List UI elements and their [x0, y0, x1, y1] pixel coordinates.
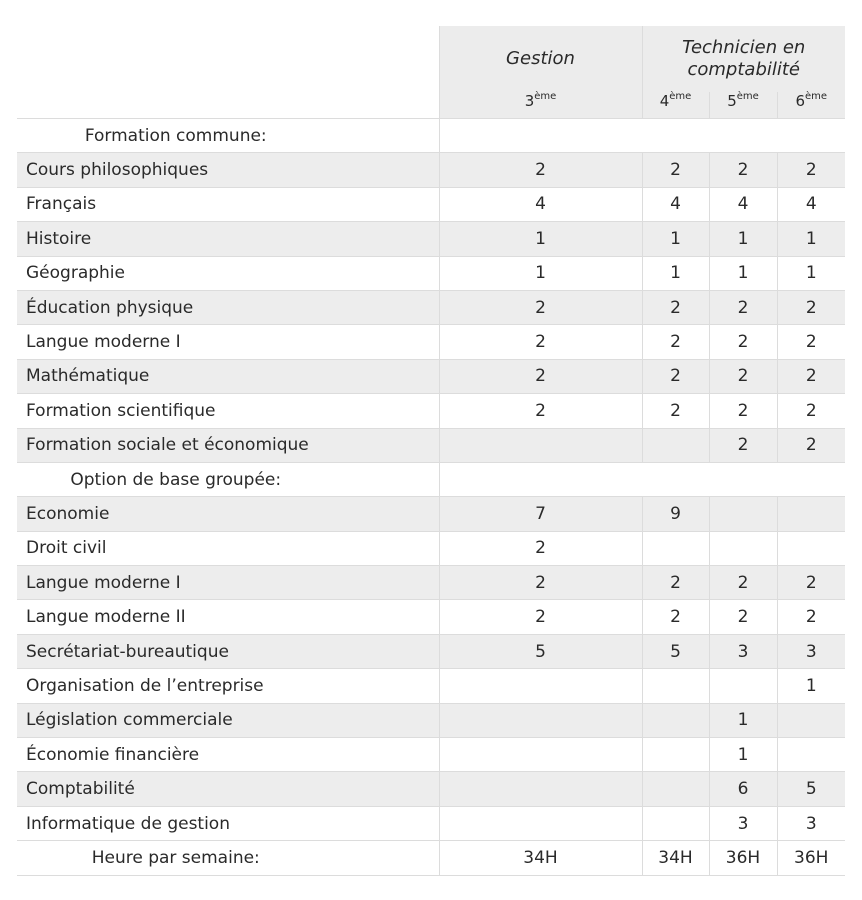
table-row [17, 566, 845, 600]
hours-cell: 2 [709, 600, 777, 634]
table-row [17, 428, 845, 462]
table-row [17, 669, 845, 703]
hours-cell: 2 [709, 290, 777, 324]
table-row [17, 325, 845, 359]
section-spacer [439, 119, 845, 153]
subject-label: Formation sociale et économique [17, 428, 439, 462]
subject-label: Economie [17, 497, 439, 531]
hours-cell: 2 [777, 600, 845, 634]
hours-cell [439, 772, 642, 806]
table-row [17, 600, 845, 634]
hours-cell: 2 [439, 359, 642, 393]
table-row [17, 738, 845, 772]
hours-cell: 2 [709, 359, 777, 393]
hours-cell [777, 497, 845, 531]
hours-cell: 1 [709, 256, 777, 290]
hours-cell: 3 [777, 634, 845, 668]
hours-cell: 2 [439, 325, 642, 359]
hours-cell: 2 [709, 566, 777, 600]
hours-cell: 4 [642, 187, 709, 221]
table-row [17, 222, 845, 256]
table-row [17, 772, 845, 806]
table-row [17, 187, 845, 221]
subject-label: Cours philosophiques [17, 153, 439, 187]
hours-cell: 5 [642, 634, 709, 668]
year-header-5: 5ème [709, 92, 777, 119]
hours-cell: 1 [709, 703, 777, 737]
hours-cell: 2 [777, 428, 845, 462]
table-row [17, 359, 845, 393]
total-row [17, 841, 845, 875]
total-value: 36H [777, 841, 845, 875]
hours-cell [439, 428, 642, 462]
hours-cell: 2 [777, 566, 845, 600]
hours-cell: 2 [777, 153, 845, 187]
subject-label: Droit civil [17, 531, 439, 565]
hours-cell: 2 [777, 290, 845, 324]
subject-label: Langue moderne I [17, 566, 439, 600]
hours-cell [642, 428, 709, 462]
hours-cell: 1 [439, 222, 642, 256]
year-header-4: 4ème [642, 92, 709, 119]
subject-label: Langue moderne II [17, 600, 439, 634]
hours-cell: 2 [709, 325, 777, 359]
table-row [17, 634, 845, 668]
hours-cell: 2 [642, 153, 709, 187]
subject-label: Éducation physique [17, 290, 439, 324]
hours-cell: 5 [439, 634, 642, 668]
subject-label: Secrétariat-bureautique [17, 634, 439, 668]
subject-label: Comptabilité [17, 772, 439, 806]
year-header-6: 6ème [777, 92, 845, 119]
hours-cell [709, 497, 777, 531]
hours-cell: 2 [439, 600, 642, 634]
subject-label: Langue moderne I [17, 325, 439, 359]
hours-cell [642, 531, 709, 565]
hours-cell: 1 [709, 738, 777, 772]
group-header-technicien: Technicien en comptabilité [642, 26, 845, 92]
table-row [17, 290, 845, 324]
hours-cell: 2 [439, 394, 642, 428]
hours-cell: 1 [709, 222, 777, 256]
hours-cell: 3 [709, 634, 777, 668]
hours-cell [642, 738, 709, 772]
hours-cell [439, 738, 642, 772]
hours-cell: 1 [777, 256, 845, 290]
course-hours-table [17, 26, 845, 876]
total-value: 36H [709, 841, 777, 875]
hours-cell: 1 [777, 669, 845, 703]
hours-cell [709, 531, 777, 565]
hours-cell [439, 703, 642, 737]
hours-cell: 2 [439, 566, 642, 600]
hours-cell: 2 [709, 428, 777, 462]
hours-cell: 2 [439, 290, 642, 324]
hours-cell: 9 [642, 497, 709, 531]
hours-cell: 4 [777, 187, 845, 221]
group-header-gestion: Gestion [439, 26, 642, 92]
hours-cell: 2 [439, 531, 642, 565]
hours-cell: 2 [642, 325, 709, 359]
hours-cell [642, 669, 709, 703]
subject-label: Économie financière [17, 738, 439, 772]
hours-cell: 3 [777, 806, 845, 840]
table-row [17, 703, 845, 737]
subject-label: Informatique de gestion [17, 806, 439, 840]
subject-label: Français [17, 187, 439, 221]
section-row-formation-commune [17, 119, 845, 153]
subject-label: Histoire [17, 222, 439, 256]
hours-cell: 1 [777, 222, 845, 256]
hours-cell: 2 [642, 566, 709, 600]
hours-cell: 2 [642, 290, 709, 324]
hours-cell: 2 [709, 153, 777, 187]
subject-label: Géographie [17, 256, 439, 290]
year-header-3: 3ème [439, 92, 642, 119]
total-value: 34H [439, 841, 642, 875]
hours-cell: 2 [439, 153, 642, 187]
hours-cell: 1 [642, 256, 709, 290]
hours-cell [439, 806, 642, 840]
hours-cell [642, 703, 709, 737]
hours-cell: 1 [439, 256, 642, 290]
hours-cell [777, 531, 845, 565]
section-label: Formation commune: [17, 119, 439, 153]
table-row [17, 256, 845, 290]
hours-cell: 4 [709, 187, 777, 221]
subject-label: Mathématique [17, 359, 439, 393]
table-row [17, 394, 845, 428]
total-label: Heure par semaine: [17, 841, 439, 875]
section-row-option-base [17, 462, 845, 496]
hours-cell [777, 703, 845, 737]
hours-cell [642, 806, 709, 840]
section-spacer [439, 462, 845, 496]
hours-cell: 2 [642, 394, 709, 428]
hours-cell: 6 [709, 772, 777, 806]
hours-cell: 2 [642, 359, 709, 393]
header-corner-lower [17, 92, 439, 119]
table-row [17, 531, 845, 565]
table-row [17, 806, 845, 840]
hours-cell: 7 [439, 497, 642, 531]
table-row [17, 497, 845, 531]
hours-cell: 2 [777, 325, 845, 359]
table-row [17, 153, 845, 187]
subject-label: Législation commerciale [17, 703, 439, 737]
hours-cell [709, 669, 777, 703]
hours-cell: 2 [709, 394, 777, 428]
header-corner [17, 26, 439, 92]
hours-cell [439, 669, 642, 703]
hours-cell [642, 772, 709, 806]
hours-cell: 5 [777, 772, 845, 806]
section-label: Option de base groupée: [17, 462, 439, 496]
hours-cell: 2 [642, 600, 709, 634]
hours-cell [777, 738, 845, 772]
hours-cell: 4 [439, 187, 642, 221]
hours-cell: 3 [709, 806, 777, 840]
subject-label: Organisation de l’entreprise [17, 669, 439, 703]
total-value: 34H [642, 841, 709, 875]
hours-cell: 2 [777, 394, 845, 428]
hours-cell: 1 [642, 222, 709, 256]
subject-label: Formation scientifique [17, 394, 439, 428]
hours-cell: 2 [777, 359, 845, 393]
